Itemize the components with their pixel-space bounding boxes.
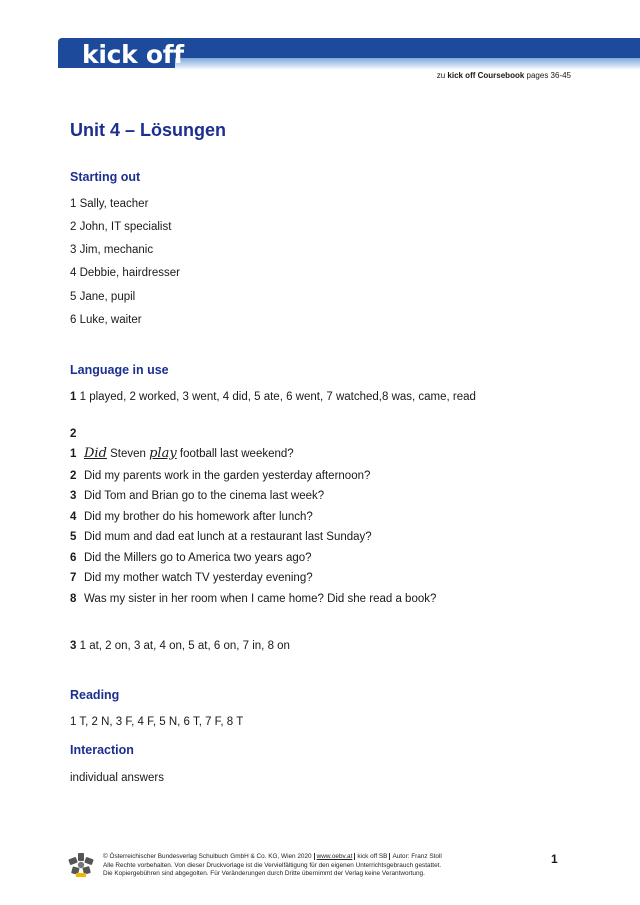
heading-language-in-use: Language in use (70, 363, 169, 377)
kick-off-logo: kick off (82, 40, 184, 69)
heading-starting-out: Starting out (70, 170, 141, 184)
exercise-2-item: 3 Did Tom and Brian go to the cinema last week? (70, 490, 325, 502)
starting-out-item: 6 Luke, waiter (70, 314, 142, 326)
header-band-fade (175, 58, 640, 70)
page-number: 1 (551, 852, 558, 866)
exercise-2-item: 1 Did Steven play football last weekend? (70, 446, 294, 461)
exercise-2-item: 6 Did the Millers go to America two years ago? (70, 552, 312, 564)
footer-copyright: © Österreichischer Bundesverlag Schulbuch GmbH & Co. KG, Wien 2020 www.oebv.at kick off SB Autor: Franz Stoll Alle Rechte vorbehalten. Von dieser Druckvorlage ist die Vervielfältigung für den eigenen Unterrichtsgebrauch gestattet. Die Kopiergebühren sind abgegolten. Für Veränderungen durch Dritte übernimmt der Verlag keine Verantwortung. (103, 853, 442, 878)
reading-answers: 1 T, 2 N, 3 F, 4 F, 5 N, 6 T, 7 F, 8 T (70, 716, 244, 728)
starting-out-item: 1 Sally, teacher (70, 198, 149, 210)
exercise-2-item: 5 Did mum and dad eat lunch at a restaurant last Sunday? (70, 531, 372, 543)
starting-out-item: 2 John, IT specialist (70, 221, 172, 233)
exercise-3-answers: 3 1 at, 2 on, 3 at, 4 on, 5 at, 6 on, 7 in, 8 on (70, 640, 290, 652)
page-title: Unit 4 – Lösungen (70, 120, 227, 140)
handwritten-answer: Did (84, 446, 107, 461)
heading-interaction: Interaction (70, 743, 134, 757)
exercise-2-item: 7 Did my mother watch TV yesterday evening? (70, 572, 313, 584)
starting-out-item: 5 Jane, pupil (70, 291, 136, 303)
interaction-answers: individual answers (70, 772, 164, 784)
coursebook-reference: zu kick off Coursebook pages 36-45 (436, 71, 571, 80)
exercise-2-item: 8 Was my sister in her room when I came home? Did she read a book? (70, 593, 437, 605)
publisher-logo-icon (68, 852, 94, 878)
exercise-2-item: 2 Did my parents work in the garden yesterday afternoon? (70, 470, 371, 482)
exercise-1-answers: 1 1 played, 2 worked, 3 went, 4 did, 5 ate, 6 went, 7 watched,8 was, came, read (70, 391, 476, 403)
starting-out-item: 4 Debbie, hairdresser (70, 267, 180, 279)
heading-reading: Reading (70, 688, 120, 702)
publisher-link[interactable]: www.oebv.at (316, 853, 353, 860)
starting-out-item: 3 Jim, mechanic (70, 244, 154, 256)
exercise-2-item: 4 Did my brother do his homework after lunch? (70, 511, 313, 523)
exercise-2-number: 2 (70, 428, 77, 440)
handwritten-answer: play (149, 446, 177, 461)
